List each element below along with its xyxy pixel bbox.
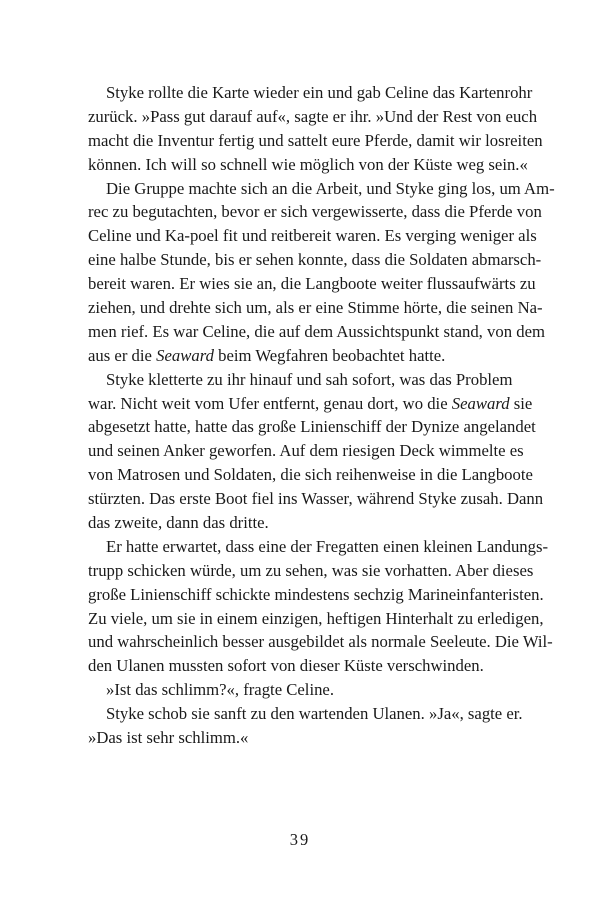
paragraph [88,702,523,750]
paragraph [88,368,544,535]
paragraph [88,81,543,177]
text-run: war. Nicht weit vom Ufer entfernt, genau dort, wo die [88,393,452,413]
text-run: bereit waren. Er wies sie an, die Langboote weiter flussaufwärts zu [88,274,536,294]
text-line [88,392,533,416]
text-line [88,726,512,750]
text-line [88,200,542,224]
text-line [88,559,534,583]
text-run: abgesetzt hatte, hatte das große Linienschiff der Dynize angelandet [88,417,536,437]
text-run: eine halbe Stunde, bis er sehen konnte, dass die Soldaten abmarsch- [88,250,542,270]
text-run: und seinen Anker geworfen. Auf dem riesigen Deck wimmelte es [88,441,524,461]
text-run: können. Ich will so schnell wie möglich von der Küste weg sein.« [88,154,528,174]
text-line [88,487,544,511]
text-run: rec zu begutachten, bevor er sich vergewisserte, dass die Pferde von [88,202,542,222]
text-run: Styke kletterte zu ihr hinauf und sah sofort, was das Problem [106,369,513,389]
text-line [88,272,536,296]
text-line [88,248,542,272]
paragraph [88,678,512,702]
text-line [88,511,512,535]
text-run: das zweite, dann das dritte. [88,513,269,533]
text-run: Styke rollte die Karte wieder ein und gab Celine das Kartenrohr [106,83,533,102]
text-line [88,583,544,607]
text-run: und wahrscheinlich besser ausgebildet als normale Seeleute. Die Wil- [88,632,553,652]
text-run: stürzten. Das erste Boot fiel ins Wasser, während Styke zusah. Dann [88,489,544,509]
ship-name: Seaward [451,393,510,413]
text-run: den Ulanen mussten sofort von dieser Küste verschwinden. [88,656,484,676]
text-line [88,105,538,129]
text-line [88,153,528,177]
text-line [88,368,512,392]
text-run: Styke schob sie sanft zu den wartenden Ulanen. »Ja«, sagte er. [106,704,523,724]
text-line [88,320,545,344]
text-line [88,535,549,559]
paragraph [88,535,553,678]
text-line [88,344,512,368]
text-run: »Das ist sehr schlimm.« [88,728,249,748]
text-line [88,678,512,702]
text-run: macht die Inventur fertig und sattelt eure Pferde, damit wir losreiten [88,130,543,150]
text-run: »Ist das schlimm?«, fragte Celine. [106,680,335,700]
text-run: Er hatte erwartet, dass eine der Fregatten einen kleinen Landungs- [106,536,549,556]
text-line [88,630,553,654]
text-line [88,463,533,487]
text-run: trupp schicken würde, um zu sehen, was sie vorhatten. Aber dieses [88,560,534,580]
text-run: Die Gruppe machte sich an die Arbeit, und Styke ging los, um Am- [106,178,555,198]
text-run: ziehen, und drehte sich um, als er eine Stimme hörte, die seinen Na- [88,298,543,318]
text-run: aus er die [88,345,157,365]
text-line [88,177,555,201]
text-line [88,654,512,678]
text-run: große Linienschiff schickte mindestens sechzig Marineinfanteristen. [88,584,544,604]
text-line [88,81,533,105]
text-line [88,607,544,631]
text-line [88,702,523,726]
text-run: Zu viele, um sie in einem einzigen, heftigen Hinterhalt zu erledigen, [88,608,544,628]
text-line [88,224,537,248]
text-line [88,129,543,153]
text-run: von Matrosen und Soldaten, die sich reihenweise in die Langboote [88,465,533,485]
page-number: 39 [289,830,311,849]
text-line [88,296,543,320]
text-line [88,439,524,463]
ship-name: Seaward [156,345,214,365]
text-line [88,415,536,439]
paragraph [88,177,555,368]
text-run: beim Wegfahren beobachtet hatte. [213,345,446,365]
body-text [88,81,555,750]
text-run: sie [509,393,533,413]
text-run: Celine und Ka-poel fit und reitbereit waren. Es verging weniger als [88,226,537,246]
text-run: men rief. Es war Celine, die auf dem Aussichtspunkt stand, von dem [88,321,545,341]
text-run: zurück. »Pass gut darauf auf«, sagte er ihr. »Und der Rest von euch [88,106,538,126]
